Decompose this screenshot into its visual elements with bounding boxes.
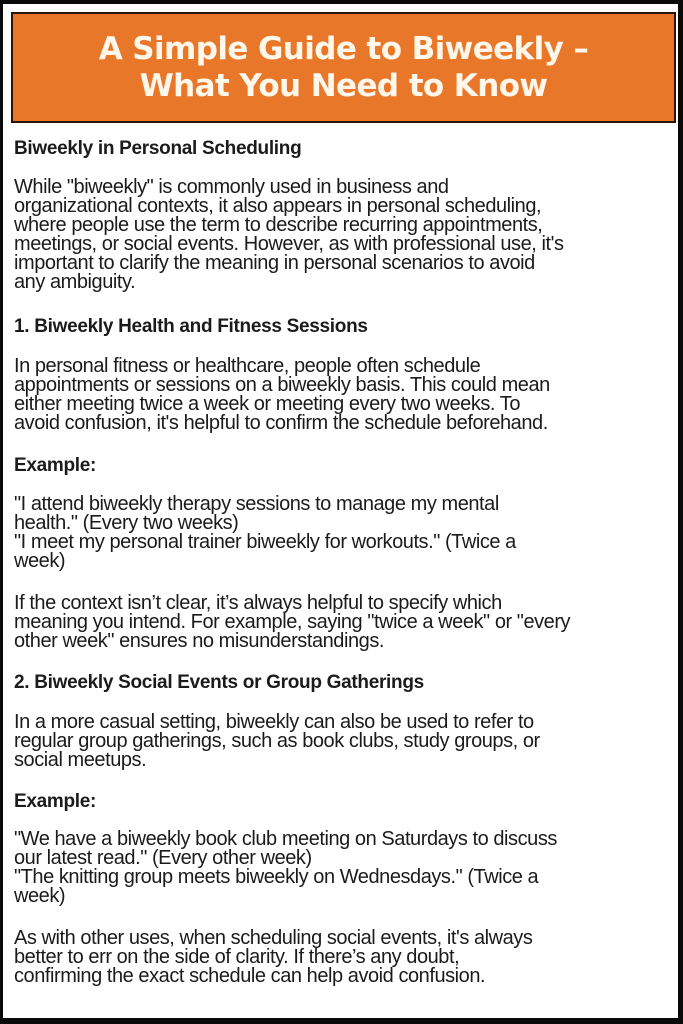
- social-examples: [14, 830, 557, 906]
- text-line: In a more casual setting, biweekly can also be used to refer to: [14, 711, 534, 733]
- social-note: [14, 929, 532, 986]
- social-paragraph: [14, 713, 540, 770]
- title-line-1: A Simple Guide to Biweekly –: [98, 30, 589, 67]
- intro-paragraph: [14, 178, 564, 292]
- example-line: health." (Every two weeks): [14, 512, 239, 534]
- text-line: regular group gatherings, such as book clubs, study groups, or: [14, 730, 540, 752]
- text-line: either meeting twice a week or meeting every two weeks. To: [14, 393, 520, 415]
- text-line: meetings, or social events. However, as with professional use, it's: [14, 233, 564, 255]
- example-line: "The knitting group meets biweekly on Wednesdays." (Twice a: [14, 866, 539, 888]
- health-examples: [14, 495, 516, 571]
- text-line: confirming the exact schedule can help avoid confusion.: [14, 965, 486, 987]
- example-label-health: Example:: [14, 455, 97, 476]
- example-line: our latest read." (Every other week): [14, 847, 312, 869]
- text-line: avoid confusion, it's helpful to confirm the schedule beforehand.: [14, 412, 548, 434]
- health-paragraph: [14, 357, 550, 433]
- text-line: other week" ensures no misunderstandings.: [14, 630, 384, 652]
- title-line-2: What You Need to Know: [139, 67, 548, 104]
- text-line: better to err on the side of clarity. If there’s any doubt,: [14, 946, 460, 968]
- text-line: If the context isn’t clear, it’s always helpful to specify which: [14, 592, 502, 614]
- example-line: week): [14, 550, 66, 572]
- text-line: social meetups.: [14, 749, 147, 771]
- text-line: any ambiguity.: [14, 271, 136, 293]
- example-label-social: Example:: [14, 791, 97, 812]
- text-line: meaning you intend. For example, saying "twice a week" or "every: [14, 611, 571, 633]
- section-heading-health-fitness: 1. Biweekly Health and Fitness Sessions: [14, 316, 368, 337]
- text-line: important to clarify the meaning in personal scenarios to avoid: [14, 252, 535, 274]
- example-line: "I attend biweekly therapy sessions to manage my mental: [14, 493, 499, 515]
- section-heading-social-events: 2. Biweekly Social Events or Group Gatherings: [14, 672, 424, 693]
- text-line: appointments or sessions on a biweekly basis. This could mean: [14, 374, 550, 396]
- example-line: "I meet my personal trainer biweekly for workouts." (Twice a: [14, 531, 516, 553]
- example-line: "We have a biweekly book club meeting on Saturdays to discuss: [14, 828, 557, 850]
- text-line: organizational contexts, it also appears in personal scheduling,: [14, 195, 542, 217]
- example-line: week): [14, 885, 66, 907]
- title-banner: [11, 12, 676, 123]
- text-line: In personal fitness or healthcare, people often schedule: [14, 355, 481, 377]
- section-heading-personal-scheduling: Biweekly in Personal Scheduling: [14, 138, 302, 159]
- text-line: where people use the term to describe recurring appointments,: [14, 214, 543, 236]
- health-note: [14, 594, 570, 651]
- text-line: While "biweekly" is commonly used in business and: [14, 176, 449, 198]
- text-line: As with other uses, when scheduling social events, it's always: [14, 927, 533, 949]
